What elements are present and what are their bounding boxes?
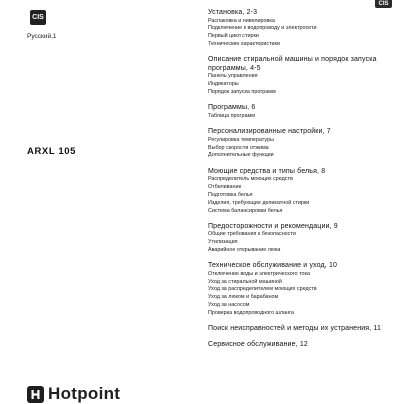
toc-item: Распаковка и нивелировка [208, 17, 275, 24]
toc-item: Уход за стиральной машиной [208, 278, 282, 285]
toc-item: Подключение к водопроводу и электросети [208, 25, 317, 32]
toc-item: Панель управления [208, 73, 258, 80]
corner-language-tab: CIS [375, 0, 392, 8]
toc-item: Порядок запуска программ [208, 89, 276, 96]
toc-section [208, 128, 388, 160]
toc-item: Общие требования к безопасности [208, 231, 296, 238]
toc-item: Первый цикл стирки [208, 33, 259, 40]
toc-item: Проверка водопроводного шланга [208, 309, 294, 316]
toc-section-title: Установка, 2-3 [208, 9, 258, 16]
toc-section [208, 262, 388, 317]
toc-section-title: Поиск неисправностей и методы их устранения, 11 [208, 325, 381, 333]
toc-section-title: Персонализированные настройки, 7 [208, 128, 331, 136]
toc-item: Технические характеристики [208, 40, 280, 47]
toc-item: Дополнительные функции [208, 152, 274, 159]
toc-section-title: Моющие средства и типы белья, 8 [208, 167, 326, 175]
table-of-contents [208, 9, 388, 357]
toc-item: Подготовка белья [208, 191, 253, 198]
toc-section [208, 341, 388, 350]
toc-section [208, 9, 388, 49]
toc-item: Уход за люком и барабаном [208, 294, 279, 301]
toc-item: Утилизация [208, 239, 238, 246]
toc-item: Аварийное открывание люка [208, 247, 281, 253]
toc-section-title: Сервисное обслуживание, 12 [208, 341, 308, 349]
toc-section-title: Предосторожности и рекомендации, 9 [208, 222, 338, 230]
brand-name: Hotpoint [48, 384, 121, 403]
toc-section-title: Описание стиральной машины и порядок запуска программы, 4-5 [208, 56, 377, 72]
toc-item: Распределитель моющих средств [208, 176, 293, 183]
toc-item: Уход за насосом [208, 302, 250, 309]
toc-item: Отключение воды и электрического тока [208, 270, 310, 277]
toc-item: Изделия, требующие деликатной стирки [208, 199, 310, 206]
toc-section-title: Программы, 6 [208, 104, 256, 112]
toc-section [208, 168, 388, 216]
toc-item: Таблица программ [208, 112, 255, 119]
toc-item: Регулировка температуры [208, 136, 274, 143]
toc-section-title: Техническое обслуживание и уход, 10 [208, 262, 338, 270]
toc-item: Отбеливание [208, 184, 242, 191]
language-label: Русский,1 [27, 33, 57, 40]
toc-item: Система балансировки белья [208, 207, 283, 214]
toc-item: Выбор скорости отжима [208, 144, 269, 151]
toc-section [208, 223, 388, 255]
toc-item: Уход за распределителем моющих средств [208, 286, 317, 293]
brand-logo [27, 384, 120, 404]
toc-item: Индикаторы [208, 81, 239, 88]
model-number: ARXL 105 [27, 146, 76, 157]
toc-section [208, 56, 388, 97]
toc-section [208, 325, 388, 334]
language-code-badge: CIS [30, 10, 46, 25]
toc-section [208, 104, 388, 120]
